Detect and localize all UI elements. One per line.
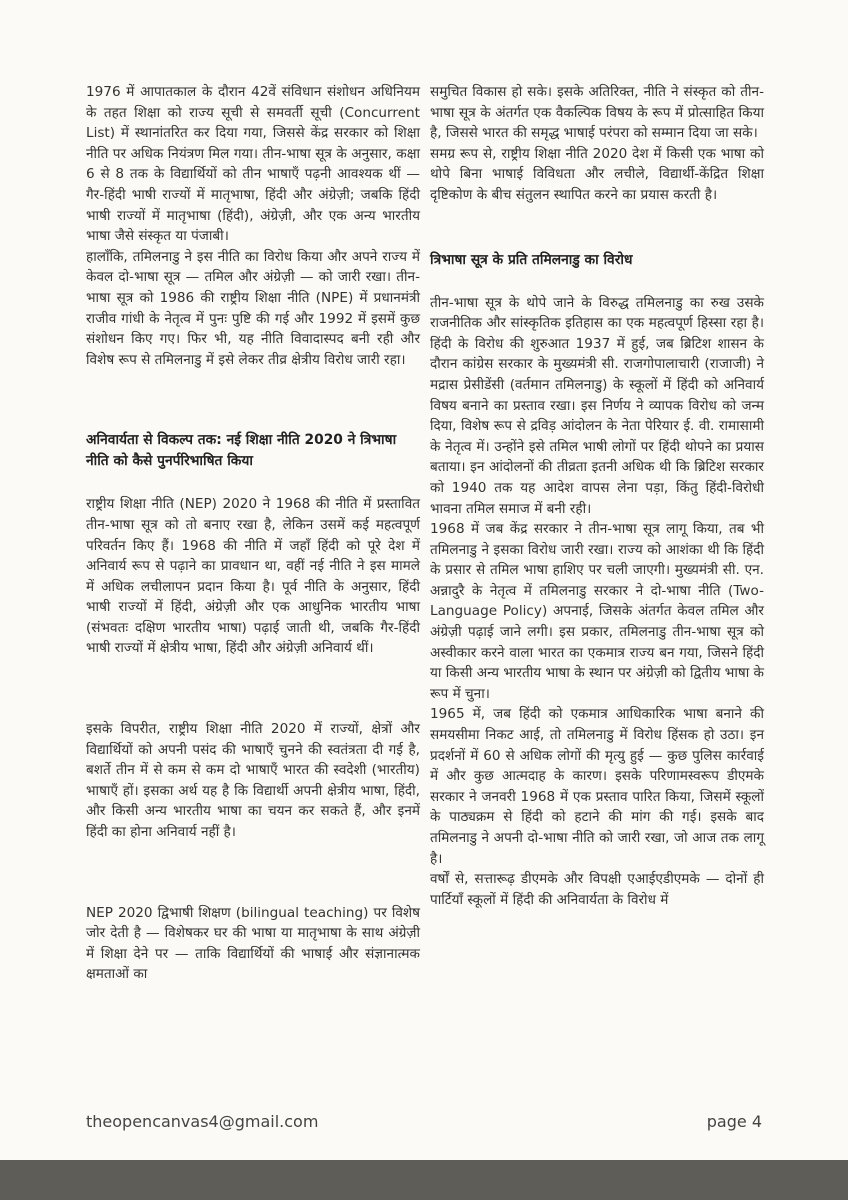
right-column [430,82,764,910]
paragraph: राष्ट्रीय शिक्षा नीति (NEP) 2020 ने 1968 की नीति में प्रस्तावित तीन-भाषा सूत्र को तो बनाए रखा है, लेकिन उसमें कई महत्वपूर्ण परिवर्तन किए हैं। 1968 की नीति में जहाँ हिंदी को पूरे देश में अनिवार्य रूप से पढ़ाने का प्रावधान था, वहीं नई नीति ने इस मामले में अधिक लचीलापन प्रदान किया है। पूर्व नीति के अनुसार, हिंदी भाषी राज्यों में हिंदी, अंग्रेज़ी और एक आधुनिक भारतीय भाषा (संभवतः दक्षिण भारतीय भाषा) पढ़ाई जाती थी, जबकि गैर-हिंदी भाषी राज्यों में क्षेत्रीय भाषा, हिंदी और अंग्रेज़ी अनिवार्य थीं। [86,496,420,657]
paragraph: तीन-भाषा सूत्र के थोपे जाने के विरुद्ध तमिलनाडु का रुख उसके राजनीतिक और सांस्कृतिक इतिहास का एक महत्वपूर्ण हिस्सा रहा है। हिंदी के विरोध की शुरुआत 1937 में हुई, जब ब्रिटिश शासन के दौरान कांग्रेस सरकार के मुख्यमंत्री सी. राजगोपालाचारी (राजाजी) ने मद्रास प्रेसीडेंसी (वर्तमान तमिलनाडु) के स्कूलों में हिंदी को अनिवार्य विषय बनाने का प्रस्ताव रखा। इस निर्णय ने व्यापक विरोध को जन्म दिया, विशेष रूप से द्रविड़ आंदोलन के नेता पेरियार ई. वी. रामासामी के नेतृत्व में। उन्होंने इसे तमिल भाषी लोगों पर हिंदी थोपने का प्रयास बताया। इन आंदोलनों की तीव्रता इतनी अधिक थी कि ब्रिटिश सरकार को 1940 तक यह आदेश वापस लेना पड़ा, किंतु हिंदी-विरोधी भावना तमिल समाज में बनी रही। [430,294,764,517]
paragraph: समग्र रूप से, राष्ट्रीय शिक्षा नीति 2020 देश में किसी एक भाषा को थोपे बिना भाषाई विविधता और लचीले, विद्यार्थी-केंद्रित शिक्षा दृष्टिकोण के बीच संतुलन स्थापित करने का प्रयास करती है। [430,145,764,203]
paragraph: NEP 2020 द्विभाषी शिक्षण (bilingual teaching) पर विशेष जोर देती है — विशेषकर घर की भाषा या मातृभाषा के साथ अंग्रेज़ी में शिक्षा देने पर — ताकि विद्यार्थियों की भाषाई और संज्ञानात्मक क्षमताओं का [86,904,420,983]
paragraph: वर्षों से, सत्तारूढ़ डीएमके और विपक्षी एआईएडीएमके — दोनों ही पार्टियाँ स्कूलों में हिंदी की अनिवार्यता के विरोध में [430,871,764,908]
bottom-band [0,1160,848,1200]
section-heading: त्रिभाषा सूत्र के प्रति तमिलनाडु का विरोध [430,251,633,268]
page-footer [86,1112,762,1131]
footer-email[interactable]: theopencanvas4@gmail.com [86,1112,319,1131]
paragraph: 1968 में जब केंद्र सरकार ने तीन-भाषा सूत्र लागू किया, तब भी तमिलनाडु ने इसका विरोध जारी रखा। राज्य को आशंका थी कि हिंदी के प्रसार से तमिल भाषा हाशिए पर चली जाएगी। मुख्यमंत्री सी. एन. अन्नादुरै के नेतृत्व में तमिलनाडु सरकार ने दो-भाषा नीति (Two-Language Policy) अपनाई, जिसके अंतर्गत केवल तमिल और अंग्रेज़ी पढ़ाई जाने लगी। इस प्रकार, तमिलनाडु तीन-भाषा सूत्र को अस्वीकार करने वाला भारत का एकमात्र राज्य बन गया, जिसने हिंदी या किसी अन्य भारतीय भाषा के स्थान पर अंग्रेज़ी को द्वितीय भाषा के रूप में चुना। [430,521,764,702]
paragraph: 1965 में, जब हिंदी को एकमात्र आधिकारिक भाषा बनाने की समयसीमा निकट आई, तो तमिलनाडु में विरोध हिंसक हो उठा। इन प्रदर्शनों में 60 से अधिक लोगों की मृत्यु हुई — कुछ पुलिस कार्रवाई में और कुछ आत्मदाह के कारण। इसके परिणामस्वरूप डीएमके सरकार ने जनवरी 1968 में एक प्रस्ताव पारित किया, जिसमें स्कूलों के पाठ्यक्रम से हिंदी को हटाने की मांग की गई। इसके बाद तमिलनाडु ने अपनी दो-भाषा नीति को जारी रखा, जो आज तक लागू है। [430,706,764,867]
page-number: page 4 [706,1112,762,1131]
left-column [86,82,420,985]
paragraph: हालाँकि, तमिलनाडु ने इस नीति का विरोध किया और अपने राज्य में केवल दो-भाषा सूत्र — तमिल और अंग्रेज़ी — को जारी रखा। तीन-भाषा सूत्र को 1986 की राष्ट्रीय शिक्षा नीति (NPE) में प्रधानमंत्री राजीव गांधी के नेतृत्व में पुनः पुष्टि की गई और 1992 में इसमें कुछ संशोधन किए गए। फिर भी, यह नीति विवादास्पद बनी रही और विशेष रूप से तमिलनाडु में इसे लेकर तीव्र क्षेत्रीय विरोध जारी रहा। [86,248,420,368]
paragraph: इसके विपरीत, राष्ट्रीय शिक्षा नीति 2020 में राज्यों, क्षेत्रों और विद्यार्थियों को अपनी पसंद की भाषाएँ चुनने की स्वतंत्रता दी गई है, बशर्ते तीन में से कम से कम दो भाषाएँ भारत की स्वदेशी (भारतीय) भाषाएँ हों। इसका अर्थ यह है कि विद्यार्थी अपनी क्षेत्रीय भाषा, हिंदी, और किसी अन्य भारतीय भाषा का चयन कर सकते हैं, और इनमें हिंदी का होना अनिवार्य नहीं है। [86,721,420,841]
paragraph: समुचित विकास हो सके। इसके अतिरिक्त, नीति ने संस्कृत को तीन-भाषा सूत्र के अंतर्गत एक वैकल्पिक विषय के रूप में प्रोत्साहित किया है, जिससे भारत की समृद्ध भाषाई परंपरा को सम्मान दिया जा सके। [430,84,764,142]
paragraph: 1976 में आपातकाल के दौरान 42वें संविधान संशोधन अधिनियम के तहत शिक्षा को राज्य सूची से समवर्ती सूची (Concurrent List) में स्थानांतरित कर दिया गया, जिससे केंद्र सरकार को शिक्षा नीति पर अधिक नियंत्रण मिल गया। तीन-भाषा सूत्र के अनुसार, कक्षा 6 से 8 तक के विद्यार्थियों को तीन भाषाएँ पढ़नी आवश्यक थीं — गैर-हिंदी भाषी राज्यों में मातृभाषा, हिंदी और अंग्रेज़ी; जबकि हिंदी भाषी राज्यों में मातृभाषा (हिंदी), अंग्रेज़ी, और एक अन्य भारतीय भाषा जैसे संस्कृत या पंजाबी। [86,84,420,245]
section-heading: अनिवार्यता से विकल्प तक: नई शिक्षा नीति 2020 ने त्रिभाषा नीति को कैसे पुनर्परिभाषित किया [86,432,397,470]
